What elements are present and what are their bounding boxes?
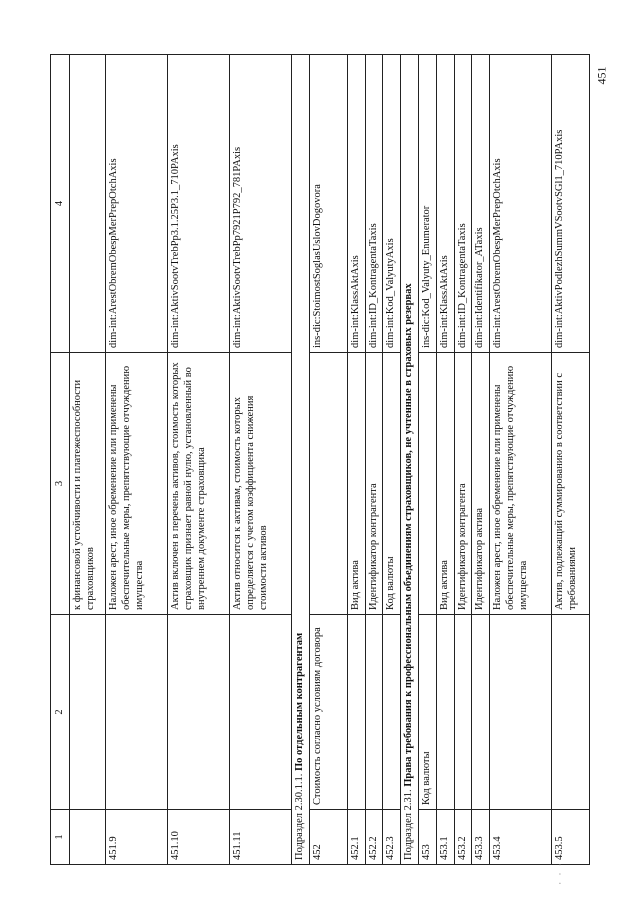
row-name: [472, 615, 490, 810]
row-desc: Актив включен в перечень активов, стоимость которых страховщик признает равной нулю, установленный во внутреннем документе страховщика: [168, 353, 230, 615]
row-desc: Наложен арест, иное обременение или применены обеспечительные меры, препятствующие отчуждению имущества: [106, 353, 168, 615]
row-desc: Код валюты: [383, 353, 401, 615]
row-num: 452.2: [365, 810, 383, 865]
row-code: dim-int:AktivPodlezhSummVSootvSGl1_710PAxis: [552, 55, 590, 353]
row-code: dim-int:Kod_ValyutyAxis: [383, 55, 401, 353]
row-code: dim-int:ArestObremObespMerPrepOtchAxis: [490, 55, 552, 353]
row-num: 451.10: [168, 810, 230, 865]
row-desc: Актив относится к активам, стоимость которых определяется с учетом коэффициента снижения стоимости активов: [230, 353, 292, 615]
row-desc: [418, 353, 436, 615]
row-code: dim-int:AktivSootvTrebPp3.1.25P3.1_710PAxis: [168, 55, 230, 353]
row-desc: Идентификатор актива: [472, 353, 490, 615]
row-desc: Идентификатор контрагента: [365, 353, 383, 615]
data-table: [50, 54, 590, 865]
row-code: dim-int:ID_KontragentaTaxis: [454, 55, 472, 353]
table-row: [436, 55, 454, 865]
row-name: [168, 615, 230, 810]
row-num: 451.9: [106, 810, 168, 865]
table-row: [309, 55, 347, 865]
row-name: [383, 615, 401, 810]
row-name: [552, 615, 590, 810]
row-num: 452.1: [347, 810, 365, 865]
row-desc: Актив, подлежащий суммированию в соответствии с требованиями: [552, 353, 590, 615]
row-name: [490, 615, 552, 810]
row-num: 451.11: [230, 810, 292, 865]
row-num: 452: [309, 810, 347, 865]
subsection-row: [292, 55, 310, 865]
row-num: 453.1: [436, 810, 454, 865]
rotated-document: [50, 55, 578, 865]
table-row: [552, 55, 590, 865]
page-number: 451: [594, 66, 609, 85]
row-desc: Вид актива: [436, 353, 454, 615]
row-desc: к финансовой устойчивости и платежеспособности страховщиков: [70, 353, 106, 615]
row-num: 453.4: [490, 810, 552, 865]
subsection-prefix: Подраздел 2.30.1.1.: [294, 771, 305, 860]
header-cell-4: 4: [51, 55, 70, 353]
row-num: 453: [418, 810, 436, 865]
row-code: dim-int:Identifikator_ATaxis: [472, 55, 490, 353]
row-code: [70, 55, 106, 353]
row-name: [230, 615, 292, 810]
subsection-prefix: Подраздел 2.31.: [403, 786, 415, 860]
row-name: Код валюты: [418, 615, 436, 810]
table-row: [168, 55, 230, 865]
row-name: [436, 615, 454, 810]
row-code: ins-dic:Kod_Valyuty_Enumerator: [418, 55, 436, 353]
header-cell-1: 1: [51, 810, 70, 865]
table-row: [347, 55, 365, 865]
row-code: dim-int:ID_KontragentaTaxis: [365, 55, 383, 353]
table-row: [70, 55, 106, 865]
row-code: dim-int:AktivSootvTrebPp7921P792_781PAxis: [230, 55, 292, 353]
table-row: [418, 55, 436, 865]
row-name: [454, 615, 472, 810]
row-desc: Наложен арест, иное обременение или применены обеспечительные меры, препятствующие отчуждению имущества: [490, 353, 552, 615]
row-name: [365, 615, 383, 810]
row-num: [70, 810, 106, 865]
row-num: 452.3: [383, 810, 401, 865]
row-code: ins-dic:StoimostSoglasUslovDogovora: [309, 55, 347, 353]
row-desc: [309, 353, 347, 615]
subsection-heading: [401, 55, 419, 865]
row-desc: Идентификатор контрагента: [454, 353, 472, 615]
row-num: 453.5: [552, 810, 590, 865]
table-row: [490, 55, 552, 865]
subsection-title: Права требования к профессиональным объединениям страховщиков, не учтенные в страховых резервах: [403, 283, 415, 787]
row-num: 453.2: [454, 810, 472, 865]
row-code: dim-int:ArestObremObespMerPrepOtchAxis: [106, 55, 168, 353]
header-cell-3: 3: [51, 353, 70, 615]
row-num: 453.3: [472, 810, 490, 865]
table-row: [383, 55, 401, 865]
table-row: [230, 55, 292, 865]
row-name: [347, 615, 365, 810]
table-row: [472, 55, 490, 865]
subsection-heading: [292, 55, 310, 865]
table-row: [106, 55, 168, 865]
row-code: dim-int:KlassAktAxis: [347, 55, 365, 353]
table-row: [454, 55, 472, 865]
row-code: dim-int:KlassAktAxis: [436, 55, 454, 353]
row-name: [106, 615, 168, 810]
header-row: [51, 55, 70, 865]
row-desc: Вид актива: [347, 353, 365, 615]
row-name: [70, 615, 106, 810]
margin-mark: · · ·: [554, 861, 565, 885]
row-name: Стоимость согласно условиям договора: [309, 615, 347, 810]
subsection-row: [401, 55, 419, 865]
header-cell-2: 2: [51, 615, 70, 810]
table-row: [365, 55, 383, 865]
subsection-title: По отдельным контрагентам: [294, 632, 305, 772]
